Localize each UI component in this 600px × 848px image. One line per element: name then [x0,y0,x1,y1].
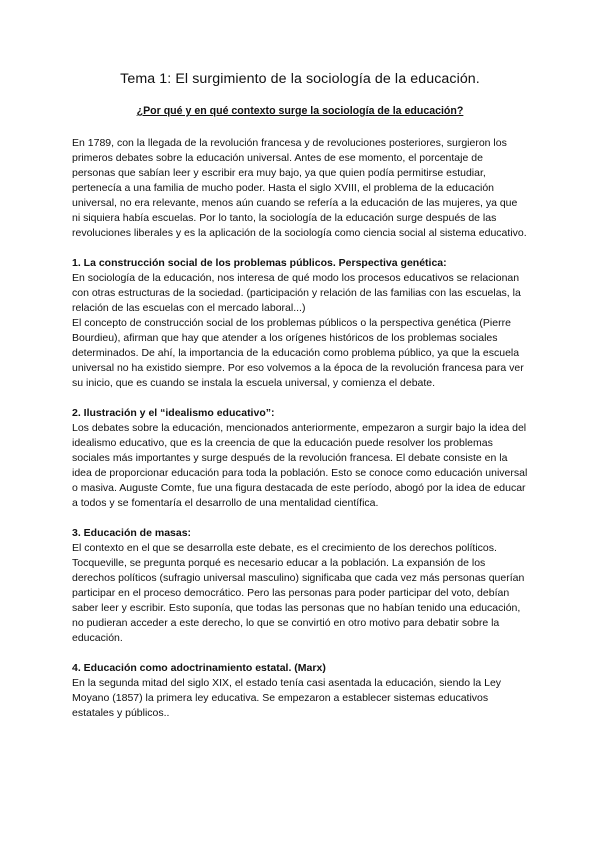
section-adoctrinamiento [72,661,528,721]
document-title: Tema 1: El surgimiento de la sociología de la educación. [120,71,480,87]
section-paragraph: El concepto de construcción social de los problemas públicos o la perspectiva genética (Pierre Bourdieu), afirman que hay que atender a los orígenes históricos de los problemas sociales determinados. De ahí, la importancia de la educación como problema público, ya que la escuela universal no ha existido siempre. Por eso volvemos a la época de la revolución francesa para ver su inicio, que es cuando se instala la escuela universal, y comienza el debate. [72,317,524,389]
section-construccion-social [72,256,528,391]
section-heading: 1. La construcción social de los problemas públicos. Perspectiva genética: [72,257,447,269]
section-heading: 3. Educación de masas: [72,527,192,539]
section-paragraph: Los debates sobre la educación, mencionados anteriormente, empezaron a surgir bajo la idea del idealismo educativo, que es la creencia de que la educación puede resolver los problemas sociales más importantes y surge después de la revolución francesa. El debate consiste en la idea de proporcionar educación para toda la población. Esto se conoce como educación universal o masiva. Auguste Comte, fue una figura destacada de este período, abogó por la idea de educar a todos y se fomentaría el desarrollo de una mentalidad científica. [72,422,528,509]
document-subtitle: ¿Por qué y en qué contexto surge la sociología de la educación? [136,105,464,117]
section-heading: 4. Educación como adoctrinamiento estatal. (Marx) [72,662,326,674]
intro-paragraph: En 1789, con la llegada de la revolución francesa y de revoluciones posteriores, surgieron los primeros debates sobre la educación universal. Antes de ese momento, el porcentaje de personas que sabían leer y escribir era muy bajo, ya que quien podía permitirse estudiar, pertenecía a una familia de mucho poder. Hasta el siglo XVIII, el problema de la educación universal, no era relevante, menos aún cuando se refería a la educación de las mujeres, ya que ni siquiera había escuelas. Por lo tanto, la sociología de la educación surge después de las revoluciones liberales y es la aplicación de la sociología como ciencia social al sistema educativo. [72,137,527,239]
section-paragraph: El contexto en el que se desarrolla este debate, es el crecimiento de los derechos políticos. Tocqueville, se pregunta porqué es necesario educar a la población. La expansión de los derechos políticos (sufragio universal masculino) significaba que cada vez más personas querían participar en el proceso democrático. Pero las personas para poder participar del voto, debían saber leer y escribir. Esto suponía, que todas las personas que no habían tenido una educación, no pudieran acceder a este derecho, lo que se convirtió en otro motivo para debatir sobre la educación. [72,542,525,644]
section-ilustracion [72,406,528,511]
section-paragraph: En la segunda mitad del siglo XIX, el estado tenía casi asentada la educación, siendo la Ley Moyano (1857) la primera ley educativa. Se empezaron a establecer sistemas educativos estatales y públicos.. [72,677,502,719]
section-educacion-masas [72,526,528,646]
section-heading: 2. Ilustración y el “idealismo educativo”: [72,407,275,419]
section-paragraph: En sociología de la educación, nos interesa de qué modo los procesos educativos se relacionan con otras estructuras de la sociedad. (participación y relación de las familias con las escuelas, la relación de las escuelas con el mercado laboral...) [72,272,521,314]
